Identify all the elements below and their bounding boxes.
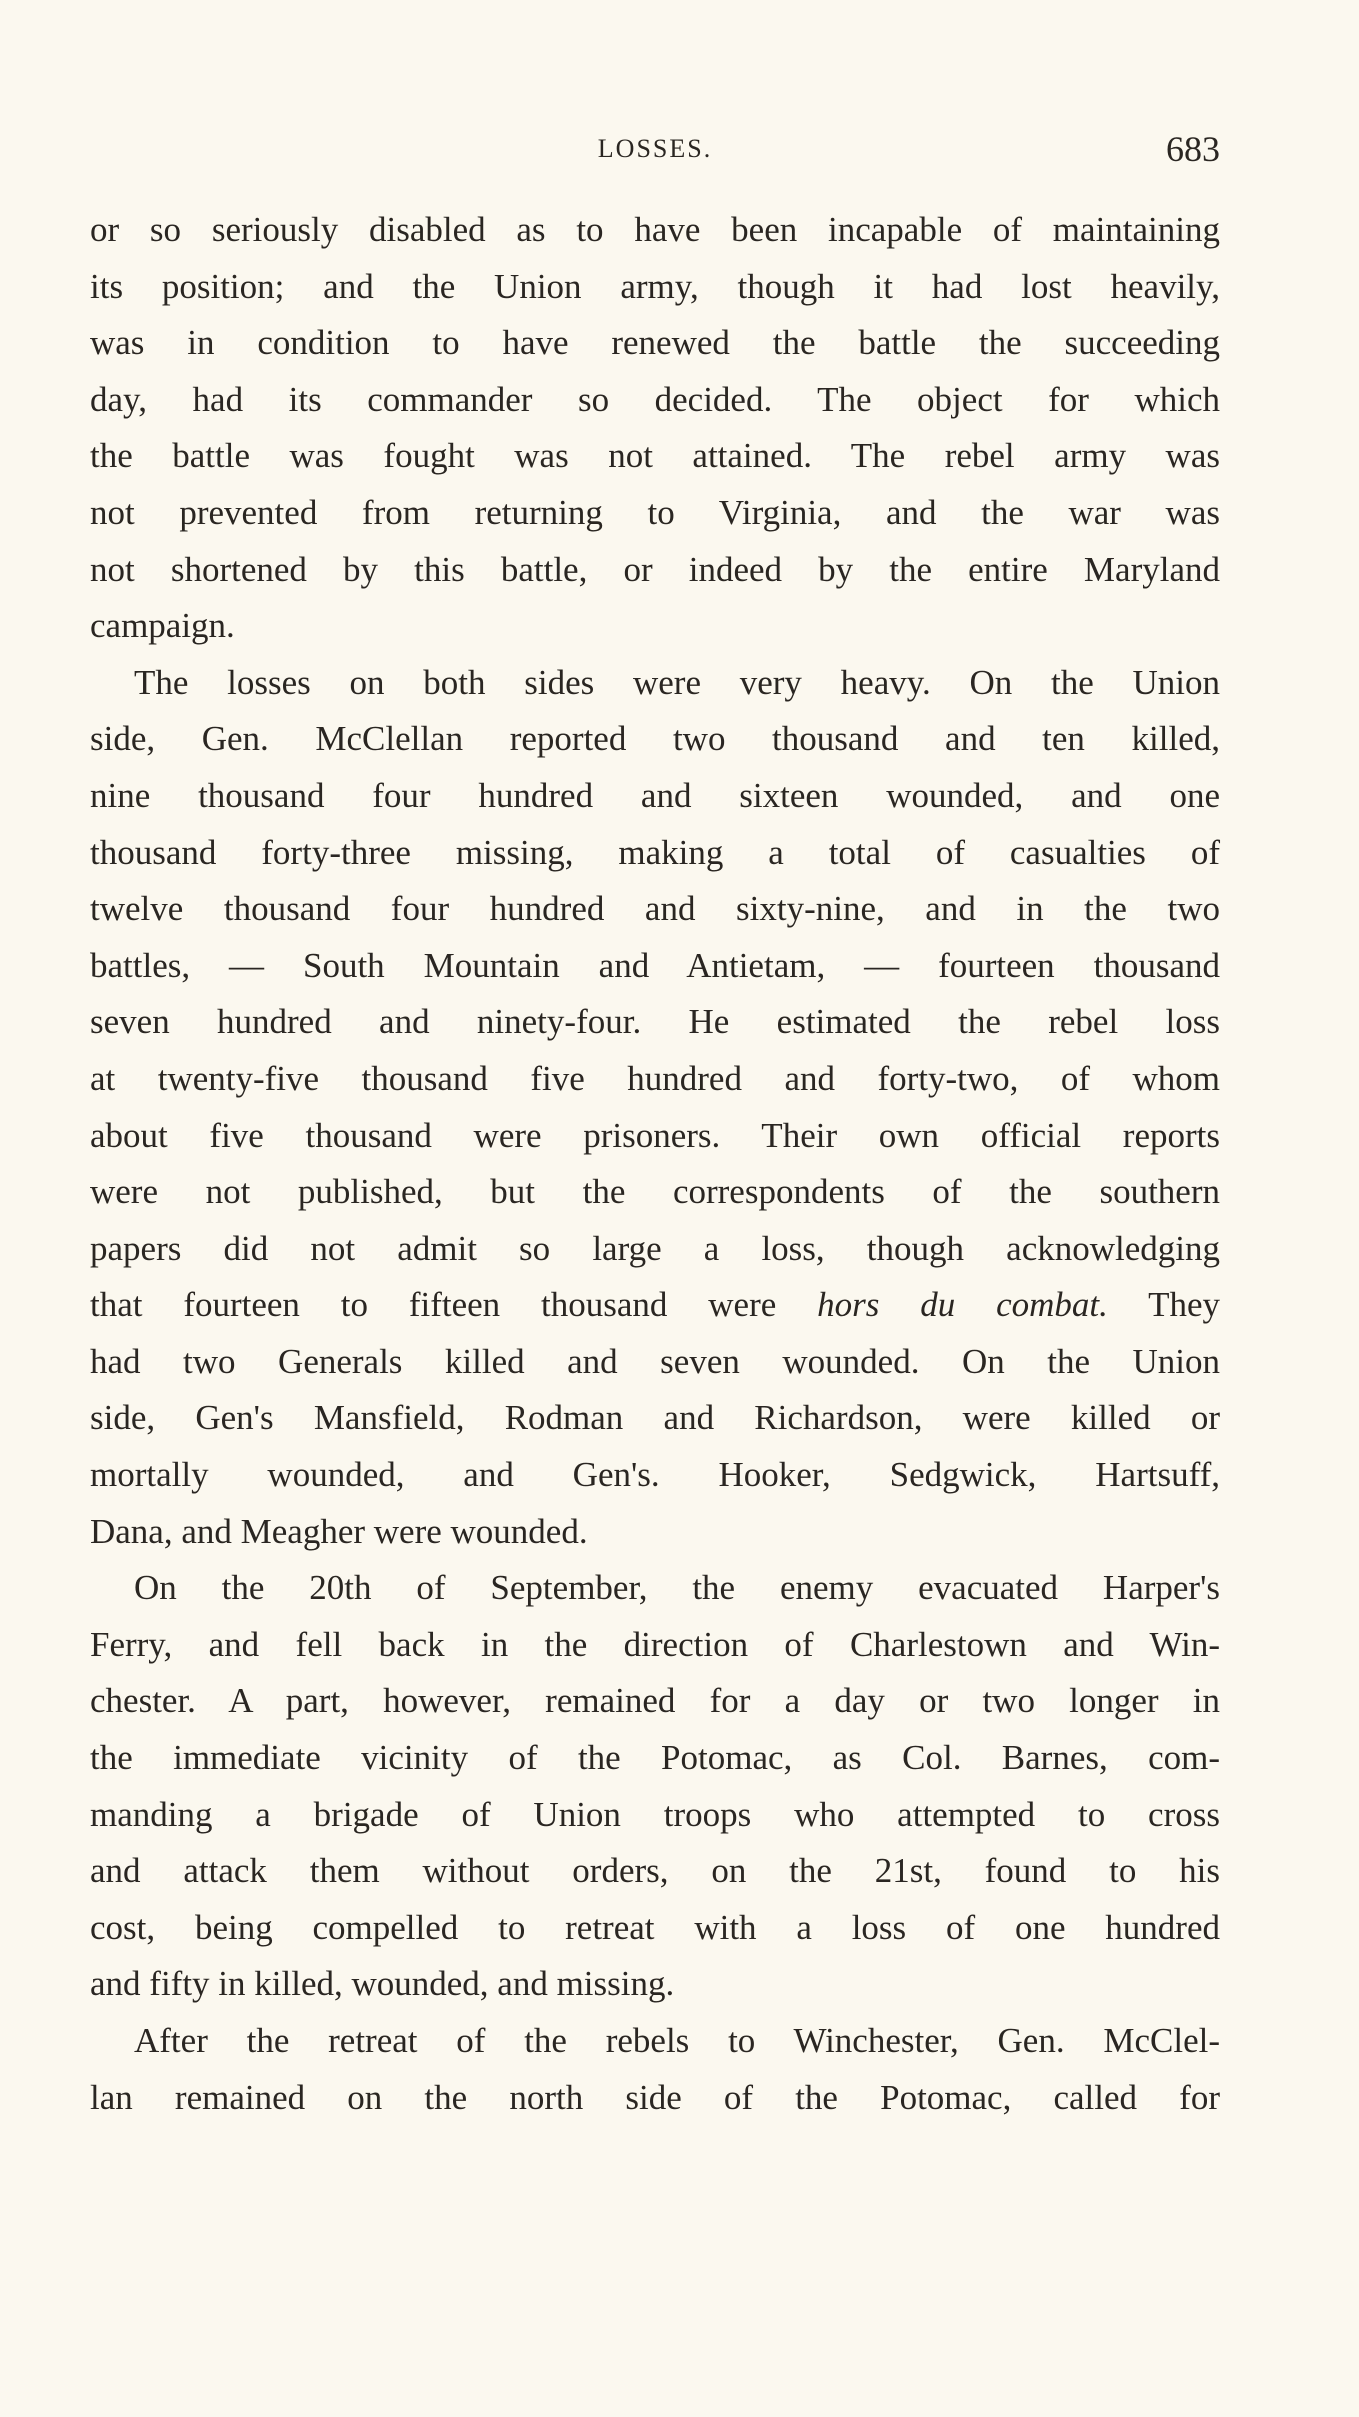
text-line: about five thousand were prisoners. Their own official reports bbox=[90, 1115, 1220, 1155]
text-line: was in condition to have renewed the battle the succeeding bbox=[90, 323, 1220, 363]
text-line: were not published, but the correspondents of the southern bbox=[90, 1172, 1220, 1212]
text-line: cost, being compelled to retreat with a loss of one hundred bbox=[90, 1907, 1220, 1947]
running-head bbox=[90, 128, 1220, 178]
italic-phrase: hors du combat. bbox=[817, 1285, 1108, 1325]
text-line: its position; and the Union army, though it had lost heavily, bbox=[90, 266, 1220, 306]
text-line: battles, — South Mountain and Antietam, — fourteen thousand bbox=[90, 945, 1220, 985]
text-line: or so seriously disabled as to have been incapable of maintaining bbox=[90, 210, 1220, 249]
text-line: at twenty-five thousand five hundred and forty-two, of whom bbox=[90, 1058, 1220, 1098]
text-line: The losses on both sides were very heavy. On the Union bbox=[134, 662, 1220, 702]
text-line: not shortened by this battle, or indeed by the entire Maryland bbox=[90, 549, 1220, 589]
text-line: Ferry, and fell back in the direction of Charlestown and Win- bbox=[90, 1624, 1220, 1664]
text-line: not prevented from returning to Virginia, and the war was bbox=[90, 492, 1220, 532]
text-line: side, Gen's Mansfield, Rodman and Richardson, were killed or bbox=[90, 1398, 1220, 1438]
text-line: Dana, and Meagher were wounded. bbox=[90, 1511, 588, 1551]
text-line: and fifty in killed, wounded, and missing. bbox=[90, 1964, 675, 2004]
text-line: manding a brigade of Union troops who attempted to cross bbox=[90, 1794, 1220, 1834]
text-line: side, Gen. McClellan reported two thousand and ten killed, bbox=[90, 719, 1220, 759]
text-line: papers did not admit so large a loss, though acknowledging bbox=[90, 1228, 1220, 1268]
text-line: After the retreat of the rebels to Winchester, Gen. McClel- bbox=[134, 2021, 1220, 2060]
text-segment: They bbox=[1107, 1285, 1220, 1325]
text-line: seven hundred and ninety-four. He estimated the rebel loss bbox=[90, 1002, 1220, 1042]
body-text bbox=[90, 202, 1220, 2126]
text-line: On the 20th of September, the enemy evacuated Harper's bbox=[134, 1568, 1220, 1608]
text-line: twelve thousand four hundred and sixty-nine, and in the two bbox=[90, 889, 1220, 929]
text-line: the battle was fought was not attained. The rebel army was bbox=[90, 436, 1220, 476]
text-line: nine thousand four hundred and sixteen wounded, and one bbox=[90, 775, 1220, 815]
text-line: chester. A part, however, remained for a day or two longer in bbox=[90, 1681, 1220, 1721]
text-line: lan remained on the north side of the Potomac, called for bbox=[90, 2077, 1220, 2117]
text-line: and attack them without orders, on the 21st, found to his bbox=[90, 1851, 1220, 1891]
page-number: 683 bbox=[1166, 129, 1220, 169]
running-head-title: LOSSES. bbox=[597, 134, 713, 163]
text-line: mortally wounded, and Gen's. Hooker, Sedgwick, Hartsuff, bbox=[90, 1455, 1220, 1495]
text-segment: that fourteen to fifteen thousand were bbox=[90, 1285, 818, 1325]
text-line: had two Generals killed and seven wounded. On the Union bbox=[90, 1341, 1220, 1381]
text-line bbox=[90, 1277, 1220, 1334]
text-line: campaign. bbox=[90, 606, 235, 646]
text-line: the immediate vicinity of the Potomac, as Col. Barnes, com- bbox=[90, 1738, 1220, 1778]
text-line: thousand forty-three missing, making a total of casualties of bbox=[90, 832, 1220, 872]
text-line: day, had its commander so decided. The object for which bbox=[90, 379, 1220, 419]
